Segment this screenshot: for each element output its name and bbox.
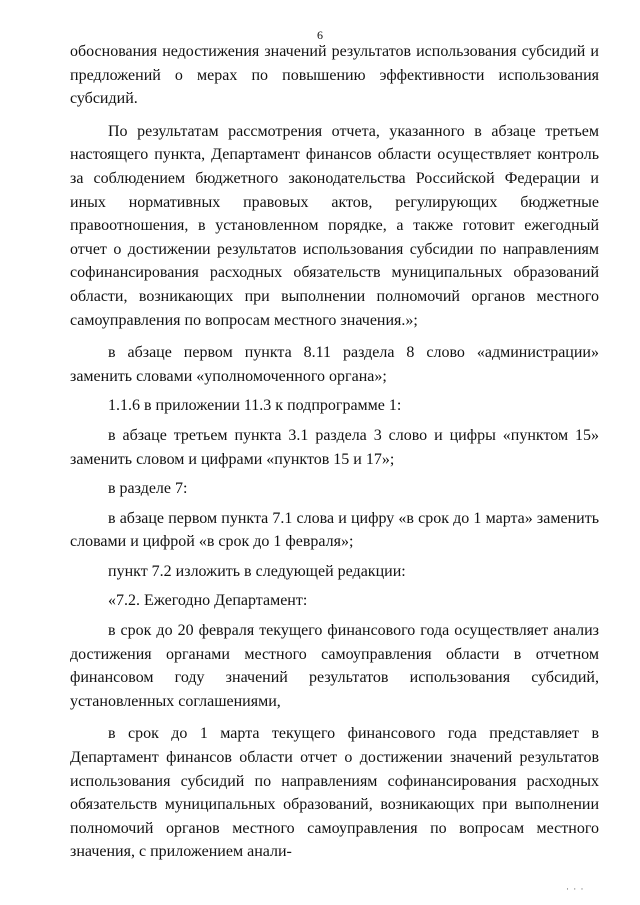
- paragraph: в абзаце третьем пункта 3.1 раздела 3 слово и цифры «пунктом 15» заменить словом и цифрами «пунктов 15 и 17»;: [70, 426, 599, 468]
- paragraph: в разделе 7:: [108, 480, 188, 498]
- paragraph: в абзаце первом пункта 7.1 слова и цифру «в срок до 1 марта» заменить словами и цифрой «в срок до 1 февраля»;: [70, 509, 599, 551]
- footer-mark: · · ·: [566, 884, 585, 894]
- paragraph: обоснования недостижения значений результатов использования субсидий и предложений о мерах по повышению эффективности использования субсидий.: [70, 43, 599, 108]
- paragraph: пункт 7.2 изложить в следующей редакции:: [108, 562, 406, 580]
- document-body: [70, 40, 599, 864]
- paragraph: 1.1.6 в приложении 11.3 к подпрограмме 1:: [108, 397, 402, 415]
- paragraph: По результатам рассмотрения отчета, указанного в абзаце третьем настоящего пункта, Департамент финансов области осуществляет контроль за соблюдением бюджетного законодательства Российской Федерации и иных нормативных правовых актов, регулирующих бюджетные правоотношения, в установленном порядке, а также готовит ежегодный отчет о достижении результатов использования субсидии по направлениям софинансирования расходных обязательств муниципальных образований области, возникающих при выполнении полномочий органов местного самоуправления по вопросам местного значения.»;: [70, 122, 599, 329]
- paragraph: в срок до 20 февраля текущего финансового года осуществляет анализ достижения органами местного самоуправления области в отчетном финансовом году значений результатов использования субсидий, установленных соглашениями,: [70, 622, 599, 710]
- paragraph: в срок до 1 марта текущего финансового года представляет в Департамент финансов области отчет о достижении значений результатов использования субсидий по направлениям софинансирования расходных обязательств муниципальных образований, возникающих при выполнении полномочий органов местного самоуправления по вопросам местного значения, с приложением анали-: [70, 725, 599, 861]
- paragraph: «7.2. Ежегодно Департамент:: [108, 592, 308, 610]
- page-number: 6: [317, 28, 323, 42]
- paragraph: в абзаце первом пункта 8.11 раздела 8 слово «администрации» заменить словами «уполномоченного органа»;: [70, 344, 599, 385]
